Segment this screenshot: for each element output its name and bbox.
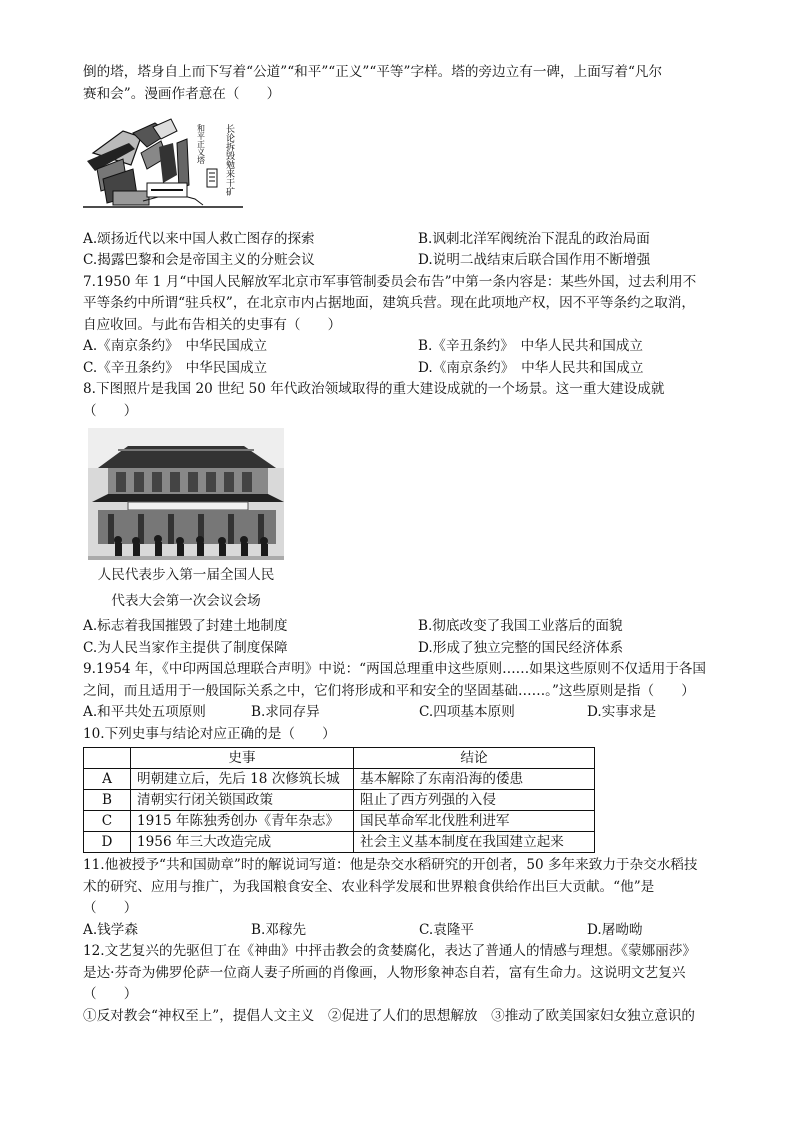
table-row-event: 清朝实行闭关锁国政策 — [131, 790, 354, 811]
q11-line1: 11.他被授予“共和国勋章”时的解说词写道：他是杂交水稻研究的开创者，50 多年来致力于杂交水稻技 — [83, 857, 698, 873]
q7-line2: 平等条约中所谓“驻兵权”，在北京市内占据地面，建筑兵营。现在此项地产权，因不平等条约之取消， — [83, 295, 696, 311]
table-header-blank — [84, 748, 131, 769]
q7-option-a[interactable]: A.《南京条约》 中华民国成立 — [83, 338, 268, 354]
congress-hall-photo — [88, 428, 284, 560]
table-header-conclusion: 结论 — [354, 748, 595, 769]
question-11 — [83, 855, 723, 941]
q8-line2: （ ） — [83, 402, 138, 419]
q7-option-c[interactable]: C.《辛丑条约》 中华民国成立 — [83, 359, 268, 376]
table-row — [84, 769, 595, 790]
q7-line3: 自应收回。与此布告相关的史事有（ ） — [83, 316, 342, 333]
photo-caption-line2: 代表大会第一次会议会场 — [111, 593, 261, 609]
q10-table — [83, 747, 595, 853]
table-row — [84, 790, 595, 811]
q8-photo-figure — [88, 428, 284, 612]
q6-option-b[interactable]: B.讽刺北洋军阀统治下混乱的政治局面 — [418, 230, 650, 247]
q8-option-c[interactable]: C.为人民当家作主提供了制度保障 — [83, 639, 288, 656]
q6-option-d[interactable]: D.说明二战结束后联合国作用不断增强 — [418, 252, 651, 268]
q7-options — [83, 336, 723, 379]
q7-option-d[interactable]: D.《南京条约》 中华人民共和国成立 — [418, 359, 644, 376]
q10-stem: 10.下列史事与结论对应正确的是（ ） — [83, 725, 336, 742]
table-header-event: 史事 — [131, 748, 354, 769]
table-row-conclusion: 社会主义基本制度在我国建立起来 — [354, 832, 595, 853]
q8-line1: 8.下图照片是我国 20 世纪 50 年代政治领域取得的重大建设成就的一个场景。这一重大建设成就 — [83, 381, 665, 397]
question-12 — [83, 941, 723, 1027]
q8-option-a[interactable]: A.标志着我国摧毁了封建土地制度 — [83, 618, 288, 634]
q6-option-a[interactable]: A.颂扬近代以来中国人救亡图存的探索 — [83, 230, 315, 247]
q7-line1: 7.1950 年 1 月“中国人民解放军北京市军事管制委员会布告”中第一条内容是：某些外国，过去利用不 — [83, 273, 697, 290]
q9-option-d[interactable]: D.实事求是 — [587, 704, 657, 720]
q6-text-line2: 赛和会”。漫画作者意在（ ） — [83, 85, 281, 102]
question-8 — [83, 379, 723, 659]
q9-line1: 9.1954 年，《中印两国总理联合声明》中说：“两国总理重申这些原则……如果这些原则不仅适用于各国 — [83, 661, 706, 677]
q11-options — [83, 920, 723, 942]
q9-line2: 之间，而且适用于一般国际关系之中，它们将形成和平和安全的坚固基础……。”这些原则是指（ ） — [83, 682, 695, 699]
table-row-event: 1956 年三大改造完成 — [131, 832, 354, 853]
table-row-letter: D — [84, 832, 131, 853]
table-row-letter: A — [84, 769, 131, 790]
photo-caption-line1: 人民代表步入第一届全国人民 — [97, 567, 275, 583]
q9-options — [83, 702, 723, 724]
cartoon-figure — [83, 105, 723, 229]
table-row-letter: B — [84, 790, 131, 811]
table-row-letter: C — [84, 811, 131, 832]
table-row-event: 明朝建立后，先后 18 次修筑长城 — [131, 769, 354, 790]
q11-option-a[interactable]: A.钱学森 — [83, 921, 138, 938]
tower-cartoon-image — [83, 113, 243, 213]
q12-line2: 是达·芬奇为佛罗伦萨一位商人妻子所画的肖像画，人物形象神态自若，富有生命力。这说明文艺复兴 — [83, 964, 686, 981]
exam-page — [83, 62, 723, 1027]
q6-options — [83, 229, 723, 272]
table-header-row — [84, 748, 595, 769]
question-9 — [83, 659, 723, 724]
q9-option-b[interactable]: B.求同存异 — [251, 704, 320, 720]
cartoon-caption-far-right: 长论拆毁勉来干矿 — [224, 124, 234, 196]
table-row-conclusion: 国民革命军北伐胜利进军 — [354, 811, 595, 832]
q6-option-c[interactable]: C.揭露巴黎和会是帝国主义的分赃会议 — [83, 252, 315, 268]
table-row — [84, 811, 595, 832]
q8-options — [83, 616, 723, 659]
table-row-event: 1915 年陈独秀创办《青年杂志》 — [131, 811, 354, 832]
q11-line2: 术的研究、应用与推广，为我国粮食安全、农业科学发展和世界粮食供给作出巨大贡献。“他”是 — [83, 878, 655, 895]
q11-option-b[interactable]: B.邓稼先 — [251, 921, 307, 938]
q8-option-b[interactable]: B.彻底改变了我国工业落后的面貌 — [418, 618, 623, 634]
q11-option-d[interactable]: D.屠呦呦 — [587, 921, 643, 938]
table-row — [84, 832, 595, 853]
cartoon-caption-right: 和平正义塔 — [196, 124, 206, 164]
q12-line3: （ ） — [83, 986, 138, 1002]
question-6 — [83, 62, 723, 272]
q11-line3: （ ） — [83, 900, 138, 916]
question-7 — [83, 272, 723, 380]
table-row-conclusion: 基本解除了东南沿海的倭患 — [354, 769, 595, 790]
q9-option-c[interactable]: C.四项基本原则 — [419, 704, 515, 720]
q11-option-c[interactable]: C.袁隆平 — [419, 921, 475, 938]
q6-text-line1: 倒的塔，塔身自上而下写着“公道”“和平”“正义”“平等”字样。塔的旁边立有一碑，上面写着“凡尔 — [83, 64, 663, 80]
q12-line1: 12.文艺复兴的先驱但丁在《神曲》中抨击教会的贪婪腐化，表达了普通人的情感与理想。《蒙娜丽莎》 — [83, 943, 696, 959]
q7-option-b[interactable]: B.《辛丑条约》 中华人民共和国成立 — [418, 338, 644, 354]
q8-option-d[interactable]: D.形成了独立完整的国民经济体系 — [418, 639, 624, 656]
q12-line4: ①反对教会“神权至上”，提倡人文主义 ②促进了人们的思想解放 ③推动了欧美国家妇女独立意识的 — [83, 1007, 696, 1024]
table-row-conclusion: 阻止了西方列强的入侵 — [354, 790, 595, 811]
q9-option-a[interactable]: A.和平共处五项原则 — [83, 704, 206, 720]
question-10 — [83, 724, 723, 854]
